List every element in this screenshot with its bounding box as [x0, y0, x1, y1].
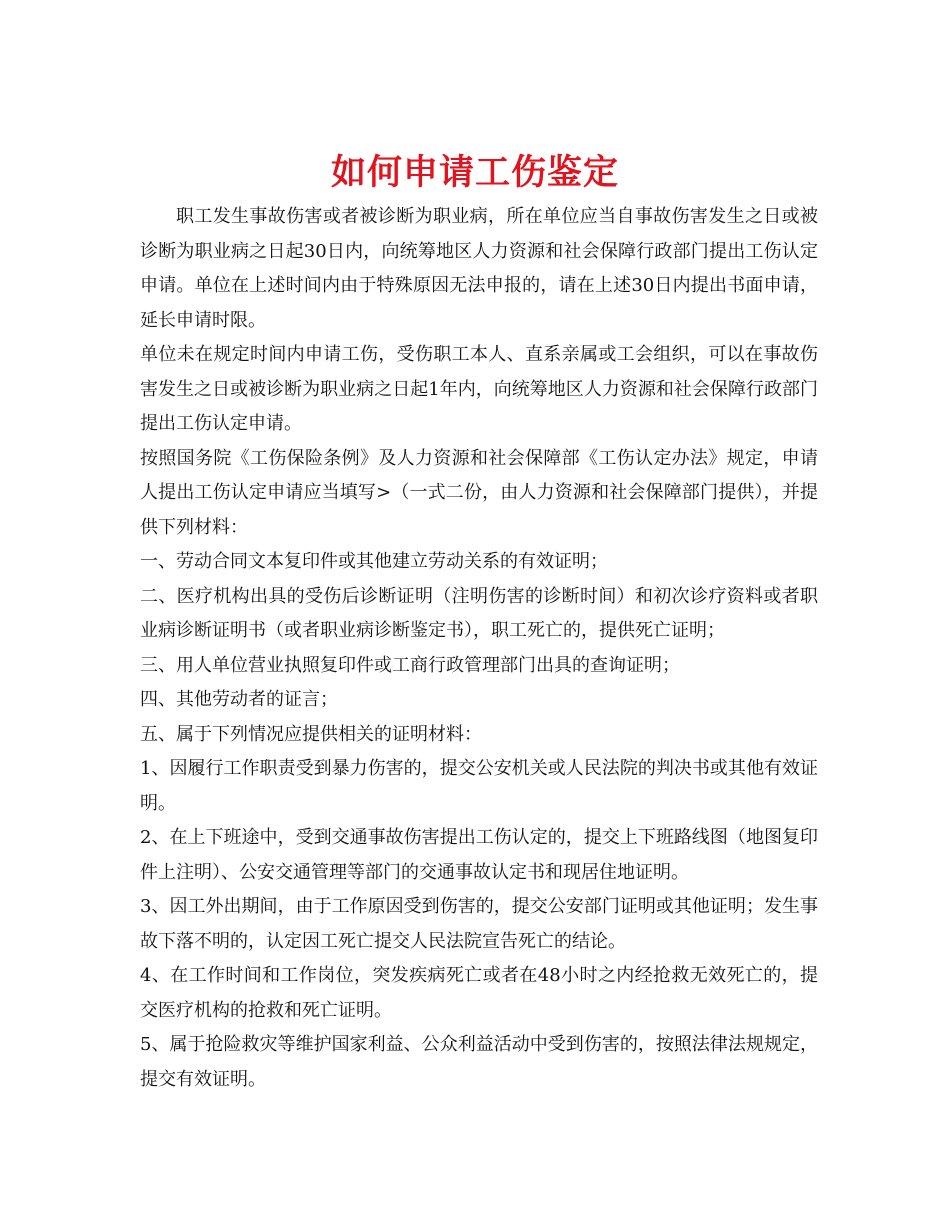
list-item-material-3: 三、用人单位营业执照复印件或工商行政管理部门出具的查询证明； [140, 654, 680, 676]
list-item-material-5: 五、属于下列情况应提供相关的证明材料： [140, 723, 482, 745]
sub-item-2: 2、在上下班途中，受到交通事故伤害提出工伤认定的，提交上下班路线图（地图复印件上注明）、公安交通管理等部门的交通事故认定书和现居住地证明。 [140, 827, 818, 883]
sub-item-1: 1、因履行工作职责受到暴力伤害的，提交公安机关或人民法院的判决书或其他有效证明。 [140, 758, 818, 814]
list-item-material-4: 四、其他劳动者的证言； [140, 689, 338, 710]
sub-item-5: 5、属于抢险救灾等维护国家利益、公众利益活动中受到伤害的，按照法律法规规定，提交有效证明。 [140, 1034, 818, 1090]
paragraph-regulations: 按照国务院《工伤保险条例》及人力资源和社会保障部《工伤认定办法》规定，申请人提出工伤认定申请应当填写>（一式二份，由人力资源和社会保障部门提供），并提供下列材料： [140, 447, 818, 538]
list-item-material-1: 一、劳动合同文本复印件或其他建立劳动关系的有效证明； [140, 551, 608, 572]
paragraph-intro: 职工发生事故伤害或者被诊断为职业病，所在单位应当自事故伤害发生之日或被诊断为职业病之日起30日内，向统筹地区人力资源和社会保障行政部门提出工伤认定申请。单位在上述时间内由于特殊原因无法申报的，请在上述30日内提出书面申请，延长申请时限。 [140, 206, 818, 331]
paragraph-late-application: 单位未在规定时间内申请工伤，受伤职工本人、直系亲属或工会组织，可以在事故伤害发生之日或被诊断为职业病之日起1年内，向统筹地区人力资源和社会保障行政部门提出工伤认定申请。 [140, 344, 818, 434]
document-title: 如何申请工伤鉴定 [330, 152, 619, 194]
sub-item-4: 4、在工作时间和工作岗位，突发疾病死亡或者在48小时之内经抢救无效死亡的，提交医疗机构的抢救和死亡证明。 [140, 965, 818, 1021]
list-item-material-2: 二、医疗机构出具的受伤后诊断证明（注明伤害的诊断时间）和初次诊疗资料或者职业病诊断证明书（或者职业病诊断鉴定书），职工死亡的，提供死亡证明； [140, 585, 818, 641]
document-body [140, 200, 818, 1097]
sub-item-3: 3、因工外出期间，由于工作原因受到伤害的，提交公安部门证明或其他证明；发生事故下落不明的，认定因工死亡提交人民法院宣告死亡的结论。 [140, 896, 818, 952]
